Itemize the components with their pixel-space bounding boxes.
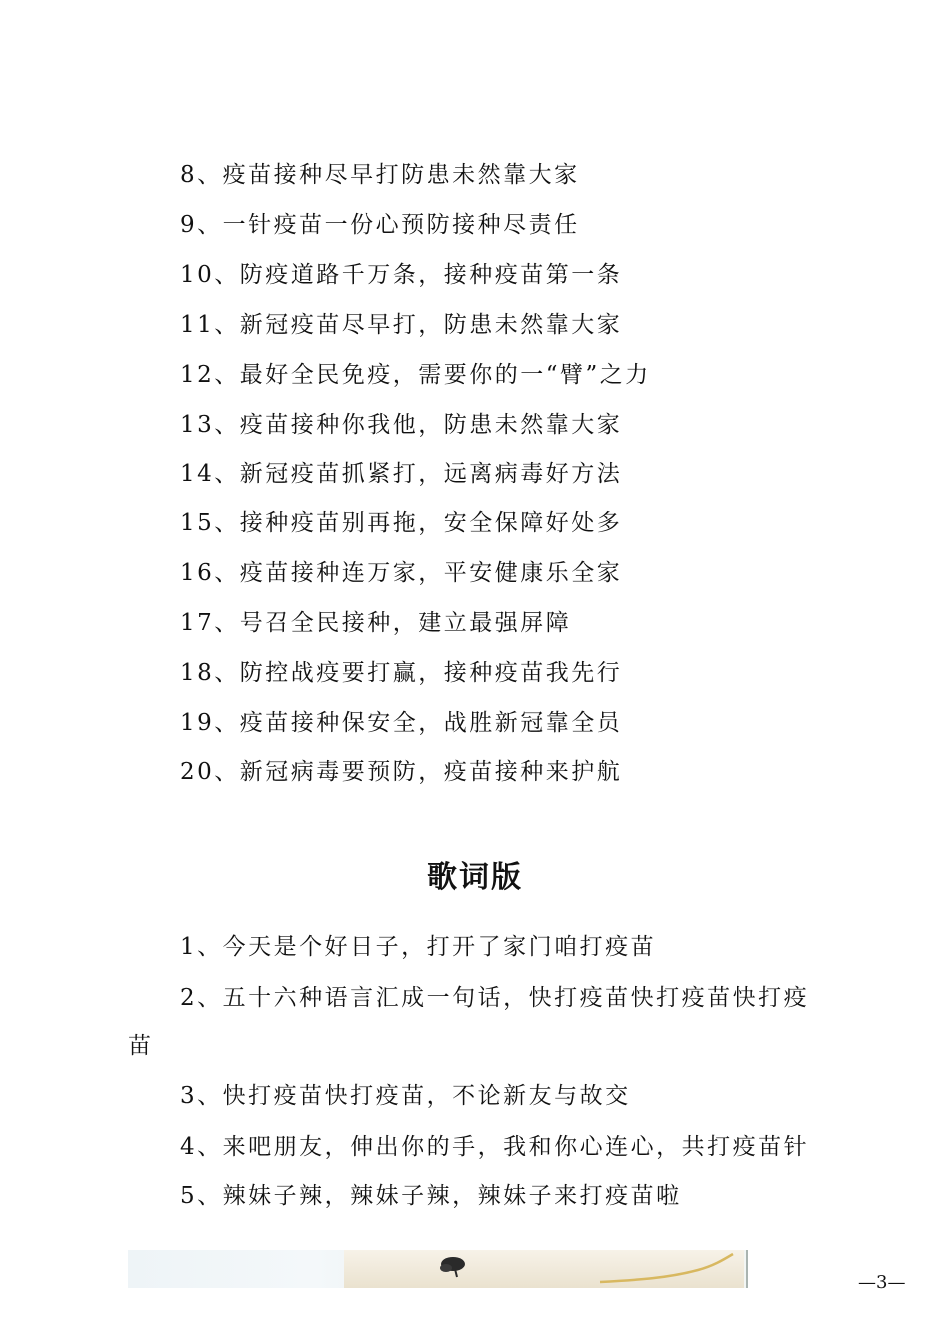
ink-blot-icon — [433, 1254, 473, 1278]
slogan-item-20: 20、新冠病毒要预防，疫苗接种来护航 — [180, 759, 623, 785]
slogan-item-15: 15、接种疫苗别再拖，安全保障好处多 — [180, 510, 623, 536]
slogan-item-12: 12、最好全民免疫，需要你的一“臂”之力 — [180, 362, 651, 388]
slogan-item-16: 16、疫苗接种连万家，平安健康乐全家 — [180, 560, 623, 586]
slogan-item-14: 14、新冠疫苗抓紧打，远离病毒好方法 — [180, 461, 623, 487]
slogan-item-17: 17、号召全民接种，建立最强屏障 — [180, 610, 572, 636]
slogan-item-11: 11、新冠疫苗尽早打，防患未然靠大家 — [180, 312, 623, 338]
slogan-item-10: 10、防疫道路千万条，接种疫苗第一条 — [180, 262, 623, 288]
lyric-item-2-continued: 苗 — [128, 1033, 154, 1059]
slogan-item-18: 18、防控战疫要打赢，接种疫苗我先行 — [180, 660, 623, 686]
lyric-item-3: 3、快打疫苗快打疫苗，不论新友与故交 — [180, 1083, 631, 1109]
lyric-item-2: 2、五十六种语言汇成一句话，快打疫苗快打疫苗快打疫 — [180, 985, 810, 1011]
lyric-item-4: 4、来吧朋友，伸出你的手，我和你心连心，共打疫苗针 — [180, 1134, 810, 1160]
page-number: —3— — [858, 1272, 906, 1293]
slogan-item-8: 8、疫苗接种尽早打防患未然靠大家 — [180, 162, 580, 188]
lyric-item-1: 1、今天是个好日子，打开了家门咱打疫苗 — [180, 934, 657, 960]
slogan-item-19: 19、疫苗接种保安全，战胜新冠靠全员 — [180, 710, 623, 736]
slogan-item-13: 13、疫苗接种你我他，防患未然靠大家 — [180, 412, 623, 438]
decorative-swirl-icon — [598, 1252, 738, 1286]
section-heading: 歌词版 — [427, 860, 523, 895]
slogan-item-9: 9、一针疫苗一份心预防接种尽责任 — [180, 212, 580, 238]
lyric-item-5: 5、辣妹子辣，辣妹子辣，辣妹子来打疫苗啦 — [180, 1183, 682, 1209]
footer-decorative-image — [128, 1250, 748, 1288]
